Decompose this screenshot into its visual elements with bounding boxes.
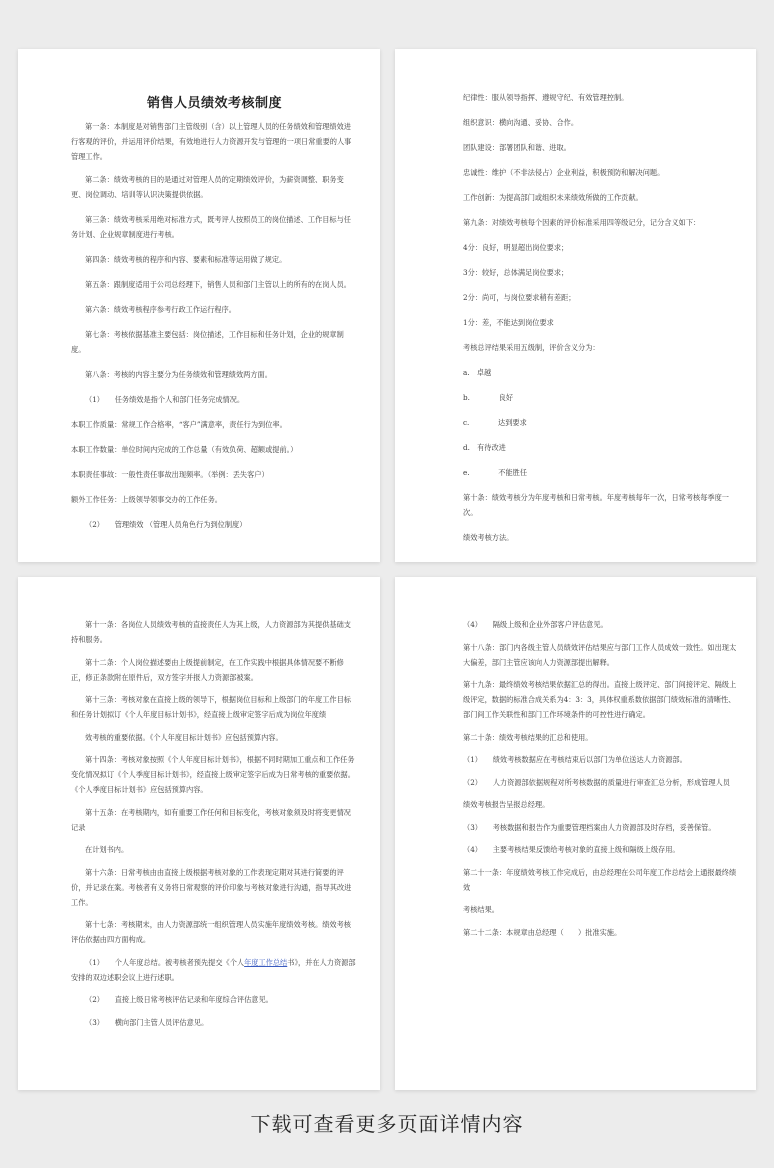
paragraph: 第十九条：最终绩效考核结果依据汇总的得出。直接上级评定、部门间接评定、隔级上级评定，数据的标准合成关系为4：3：3，具体权重系数依据部门绩效标准的清晰性、部门间工作关联性和部门工作环境条件的可控性进行确定。 (463, 680, 737, 719)
paragraph: 第十三条：考核对象在直接上级的领导下，根据岗位目标和上级部门的年度工作目标和任务计划拟订《个人年度目标计划书》，经直接上级审定签字后成为岗位年度绩 (71, 695, 351, 719)
paragraph: 组织意识：横向沟通、妥协、合作。 (463, 118, 579, 127)
paragraph: 3分：较好，总体满足岗位要求； (463, 268, 569, 277)
paragraph: 绩效考核方法。 (463, 533, 514, 542)
paragraph: （3） 考核数据和报告作为重要管理档案由人力资源部及时存档，妥善保管。 (463, 822, 716, 832)
list-item: c. 达到要求 (463, 418, 527, 427)
page-1-content (71, 92, 358, 542)
paragraph: （3） 横向部门主管人员评估意见。 (85, 1017, 209, 1027)
paragraph: 考核总评结果采用五级制，评价含义分为： (463, 343, 600, 352)
paragraph: 效考核的重要依据。《个人年度目标计划书》应包括预算内容。 (85, 732, 283, 742)
list-item: e. 不能胜任 (463, 468, 528, 477)
paragraph: 第二条：绩效考核的目的是通过对管理人员的定期绩效评价，为薪资调整、职务变更、岗位调动、培训等认识决策提供依据。 (71, 174, 344, 199)
paragraph: 第二十条：绩效考核结果的汇总和使用。 (463, 732, 593, 742)
document-page-1 (18, 49, 380, 562)
page-4-content (463, 617, 738, 947)
paragraph: 本职工作数量：单位时间内完成的工作总量（有效负荷、超额或提前。） (71, 444, 298, 454)
paragraph: 绩效考核报告呈报总经理。 (463, 800, 550, 809)
paragraph: 第十七条：考核期末，由人力资源部统一组织管理人员实施年度绩效考核。绩效考核评估依据由四方面构成。 (71, 920, 351, 944)
paragraph: 第七条：考核依据基准主要包括：岗位描述，工作目标和任务计划，企业的规章制度。 (71, 329, 344, 354)
paragraph: （1） 绩效考核数据应在考核结束后以部门为单位送达人力资源部。 (463, 755, 687, 764)
paragraph: 第三条：绩效考核采用绝对标准方式，既考评人按照员工的岗位描述、工作目标与任务计划、企业规章制度进行考核。 (71, 214, 351, 239)
paragraph: 第十二条：个人岗位描述要由上级提前制定，在工作实践中根据具体情况要不断修正，修正条款附在原件后，双方签字并报人力资源部被案。 (71, 657, 344, 682)
page-3-content (71, 617, 358, 1037)
document-page-3 (18, 577, 380, 1090)
paragraph: （2） 人力资源部依据规程对所考核数据的质量进行审查汇总分析，形成管理人员 (463, 777, 730, 787)
paragraph: 忠诚性：维护（不非法侵占）企业利益，积极预防和解决问题。 (463, 168, 665, 177)
paragraph: 团队建设：部署团队和谐、进取。 (463, 143, 571, 152)
paragraph: 第五条：跟制度适用于公司总经理下，销售人员和部门主管以上的所有的在岗人员。 (85, 279, 351, 289)
paragraph-text: 书》，并在人力资源部安排的双边述职会议上进行述职。 (71, 957, 356, 982)
paragraph: （2） 管理绩效 （管理人员角色行为到位制度） (85, 519, 247, 529)
paragraph: 第十一条：各岗位人员绩效考核的直接责任人为其上级，人力资源部为其提供基础支持和服务。 (71, 620, 351, 644)
paragraph: 第十六条：日常考核由由直接上级根据考核对象的工作表现定期对其进行简要的评价，并记录在案。考核者有义务将日常观察的评价印象与考核对象进行沟通，指导其改进工作。 (71, 867, 352, 907)
paragraph: 考核结果。 (463, 905, 499, 914)
annual-summary-link[interactable]: 年度工作总结 (244, 957, 288, 967)
document-page-2 (395, 49, 756, 562)
list-item: b. 良好 (463, 393, 514, 402)
paragraph: 第十条：绩效考核分为年度考核和日常考核。年度考核每年一次，日常考核每季度一次。 (463, 493, 729, 517)
paragraph: 本职责任事故：一般性责任事故出现频率。（举例：丢失客户） (71, 469, 269, 479)
paragraph: （1） 任务绩效是指个人和部门任务完成情况。 (85, 394, 245, 404)
page-2-content (463, 90, 738, 555)
paragraph: 4分：良好，明显超出岗位要求； (463, 243, 569, 252)
paragraph: 第十八条：部门内各级主管人员绩效评估结果应与部门工作人员成效一致性。如出现太大偏差，部门主管应该向人力资源部提出解释。 (463, 642, 737, 667)
paragraph: 第二十一条：年度绩效考核工作完成后，由总经理在公司年度工作总结会上通报最终绩效 (463, 867, 737, 892)
paragraph: 纪律性：服从领导指挥、遵规守纪、有效管理控制。 (463, 93, 629, 102)
paragraph: 额外工作任务：上级领导领事交办的工作任务。 (71, 494, 222, 504)
paragraph: 第十五条：在考核期内，如有重要工作任何和目标变化，考核对象须及时将变更情况记录 (71, 807, 351, 832)
paragraph: 第六条：绩效考核程序参考行政工作运行程序。 (85, 304, 236, 314)
paragraph-with-link (71, 955, 358, 985)
paragraph: 第一条：本制度是对销售部门主管级别（含）以上管理人员的任务绩效和管理绩效进行客观的评价，并运用评价结果，有效地进行人力资源开发与管理的一项日常重要的人事管理工作。 (71, 122, 352, 161)
document-page-4 (395, 577, 756, 1090)
list-item: d. 有待改进 (463, 443, 506, 452)
paragraph: 本职工作质量：常规工作合格率，“客户”满意率，责任行为到位率。 (71, 419, 287, 429)
list-item: a. 卓越 (463, 368, 492, 377)
paragraph: 第九条：对绩效考核每个因素的评价标准采用四等级记分，记分含义如下： (463, 218, 701, 227)
paragraph: 在计划书内。 (85, 845, 129, 854)
paragraph-text: （1） 个人年度总结。被考核者预先提交《个人 (85, 957, 245, 967)
paragraph: 工作创新：为提高部门或组织未来绩效所做的工作贡献。 (463, 193, 643, 202)
download-more-prompt[interactable]: 下载可查看更多页面详情内容 (250, 1112, 524, 1136)
paragraph: （2） 直接上级日常考核评估记录和年度综合评估意见。 (85, 995, 273, 1004)
paragraph: 第四条：绩效考核的程序和内容、要素和标准等运用做了规定。 (85, 254, 287, 264)
paragraph: 2分：尚可，与岗位要求稍有差距； (463, 293, 576, 302)
paragraph: 第八条：考核的内容主要分为任务绩效和管理绩效两方面。 (85, 369, 272, 379)
document-title: 销售人员绩效考核制度 (146, 96, 282, 111)
paragraph: 第二十二条：本规章由总经理（ ）批准实施。 (463, 927, 622, 937)
paragraph: 第十四条：考核对象按照《个人年度目标计划书》，根据不同时期加工重点和工作任务变化情况拟订《个人季度目标计划书》，经直接上级审定签字后成为日常考核的重要依据。《个人季度目标计划书》应包括预算内容。 (71, 755, 355, 794)
paragraph: 1分：差，不能达到岗位要求 (463, 318, 554, 327)
paragraph: （4） 隔级上级和企业外部客户评估意见。 (463, 620, 608, 629)
paragraph: （4） 主要考核结果反馈给考核对象的直接上级和隔级上级存用。 (463, 845, 680, 854)
